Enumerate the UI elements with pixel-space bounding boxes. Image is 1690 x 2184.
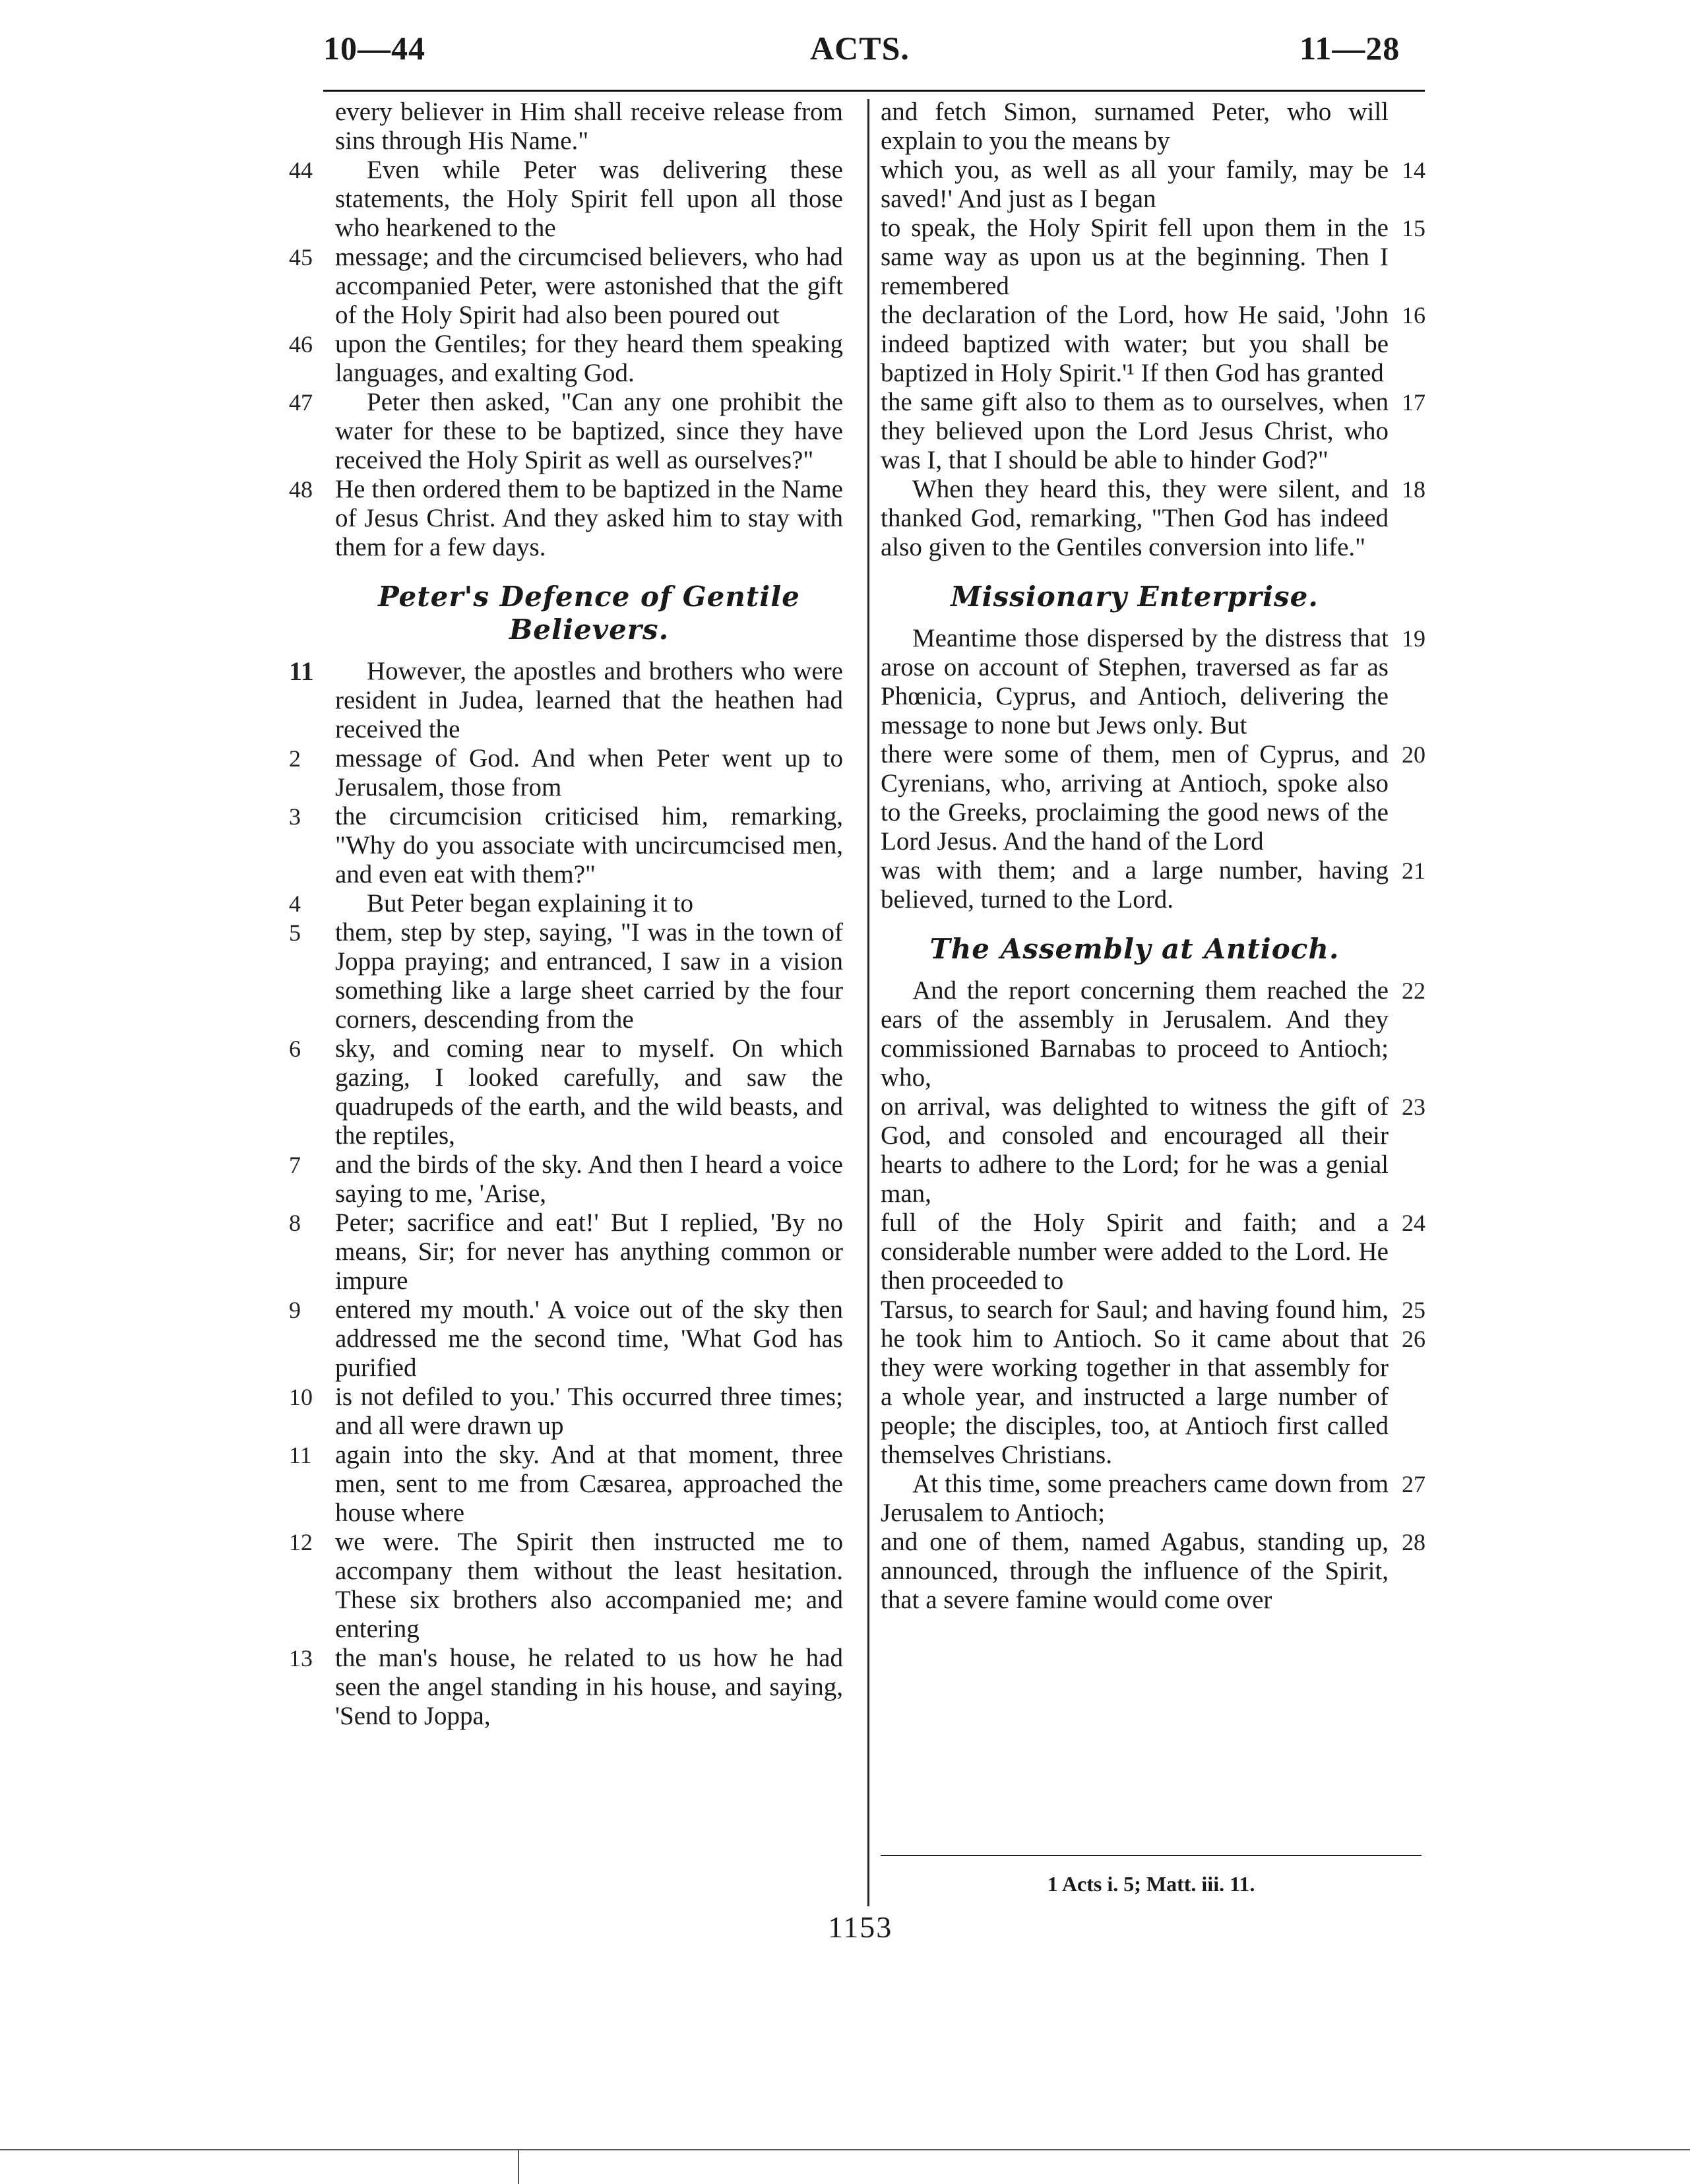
verse-number: 5	[289, 920, 301, 946]
verse-number: 14	[1402, 157, 1425, 183]
verse-number: 16	[1402, 302, 1425, 328]
verse-paragraph	[289, 156, 843, 243]
verse-paragraph	[289, 1295, 843, 1383]
verse-number: 9	[289, 1297, 301, 1323]
verse-text: And the report concerning them reached the ears of the assembly in Jerusalem. And they commissioned Barnabas to proceed to Antioch; who,	[881, 976, 1389, 1092]
verse-text: upon the Gentiles; for they heard them speaking languages, and exalting God.	[335, 330, 843, 387]
verse-text: full of the Holy Spirit and faith; and a considerable number were added to the Lord. He then proceeded to	[881, 1208, 1389, 1295]
verse-paragraph	[881, 976, 1425, 1092]
verse-text: He then ordered them to be baptized in the Name of Jesus Christ. And they asked him to stay with them for a few days.	[335, 475, 843, 561]
verse-number: 22	[1402, 978, 1425, 1004]
verse-text: every believer in Him shall receive release from sins through His Name."	[335, 98, 843, 155]
verse-number: 20	[1402, 741, 1425, 768]
verse-text: the circumcision criticised him, remarking, "Why do you associate with uncircumcised men, and even eat with them?"	[335, 802, 843, 889]
verse-text: But Peter began explaining it to	[367, 889, 693, 918]
verse-text: Even while Peter was delivering these statements, the Holy Spirit fell upon all those who hearkened to the	[335, 156, 843, 242]
verse-text: Meantime those dispersed by the distress that arose on account of Stephen, traversed as far as Phœnicia, Cyprus, and Antioch, delivering the message to none but Jews only. But	[881, 624, 1389, 739]
verse-paragraph	[881, 214, 1425, 301]
section-heading: Missionary Enterprise.	[951, 580, 1319, 613]
verse-number: 44	[289, 157, 313, 183]
verse-paragraph	[881, 856, 1425, 914]
scan-edge-rule	[0, 2149, 1690, 2150]
verse-number: 2	[289, 745, 301, 772]
verse-paragraph	[289, 656, 843, 744]
verse-number: 23	[1402, 1094, 1425, 1120]
verse-number: 45	[289, 244, 313, 270]
verse-text: Tarsus, to search for Saul; and having found him, he took him to Antioch. So it came about that they were working together in that assembly for a whole year, and instructed a large number of people; the disciples, too, at Antioch first called themselves Christians.	[881, 1295, 1389, 1469]
verse-number: 18	[1402, 476, 1425, 503]
verse-text: message; and the circumcised believers, who had accompanied Peter, were astonished that the gift of the Holy Spirit had also been poured out	[335, 243, 843, 329]
verse-paragraph	[881, 475, 1425, 562]
verse-paragraph	[289, 1034, 843, 1150]
verse-paragraph	[289, 889, 843, 918]
verse-paragraph	[289, 744, 843, 802]
scan-edge-tick	[518, 2150, 519, 2184]
verse-paragraph	[289, 918, 843, 1034]
verse-paragraph	[289, 330, 843, 388]
verse-text: was with them; and a large number, having believed, turned to the Lord.	[881, 856, 1389, 914]
header-book-title: ACTS.	[810, 30, 910, 67]
verse-paragraph	[289, 1150, 843, 1208]
left-column	[289, 98, 843, 1731]
verse-number: 3	[289, 803, 301, 830]
verse-paragraph	[881, 740, 1425, 856]
verse-text: we were. The Spirit then instructed me to accompany them without the least hesitation. These six brothers also accompanied me; and entering	[335, 1528, 843, 1643]
verse-number: 4	[289, 890, 301, 917]
verse-text: to speak, the Holy Spirit fell upon them in the same way as upon us at the beginning. Then I remembered	[881, 214, 1389, 300]
verse-number: 12	[289, 1529, 313, 1555]
verse-number: 48	[289, 476, 313, 503]
header-rule	[323, 90, 1425, 92]
verse-paragraph	[289, 1383, 843, 1441]
verse-text: the same gift also to them as to ourselves, when they believed upon the Lord Jesus Christ, who was I, that I should be able to hinder God?"	[881, 388, 1389, 474]
verse-paragraph	[881, 1208, 1425, 1295]
verse-paragraph	[881, 98, 1389, 156]
chapter-number: 11	[289, 656, 314, 686]
verse-number: 10	[289, 1384, 313, 1410]
page-number: 1153	[828, 1910, 893, 1944]
footnote-rule	[881, 1855, 1422, 1856]
verse-paragraph	[881, 1470, 1425, 1528]
verse-text: and the birds of the sky. And then I heard a voice saying to me, 'Arise,	[335, 1150, 843, 1208]
verse-number: 13	[289, 1645, 313, 1671]
verse-text: the declaration of the Lord, how He said, 'John indeed baptized with water; but you shall be baptized in Holy Spirit.'¹ If then God has granted	[881, 301, 1389, 387]
header-chapter-end: 11—28	[1299, 30, 1400, 67]
verse-paragraph	[881, 1528, 1425, 1615]
verse-paragraph	[881, 1295, 1425, 1470]
verse-text: sky, and coming near to myself. On which gazing, I looked carefully, and saw the quadrupeds of the earth, and the wild beasts, and the reptiles,	[335, 1034, 843, 1150]
verse-paragraph	[289, 1644, 843, 1731]
verse-number: 8	[289, 1210, 301, 1236]
verse-text: which you, as well as all your family, may be saved!' And just as I began	[881, 156, 1389, 213]
verse-text: and one of them, named Agabus, standing up, announced, through the influence of the Spirit, that a severe famine would come over	[881, 1528, 1389, 1614]
verse-number: 11	[289, 1442, 312, 1468]
verse-text: Peter then asked, "Can any one prohibit the water for these to be baptized, since they have received the Holy Spirit as well as ourselves?"	[335, 388, 843, 474]
verse-text: on arrival, was delighted to witness the gift of God, and consoled and encouraged all their hearts to adhere to the Lord; for he was a genial man,	[881, 1092, 1389, 1208]
verse-paragraph	[289, 475, 843, 562]
verse-text: message of God. And when Peter went up to Jerusalem, those from	[335, 744, 843, 801]
section-heading: Peter's Defence of Gentile Believers.	[378, 580, 800, 646]
verse-text: again into the sky. And at that moment, three men, sent to me from Cæsarea, approached the house where	[335, 1441, 843, 1527]
verse-text: and fetch Simon, surnamed Peter, who will explain to you the means by	[881, 98, 1389, 155]
column-divider	[867, 99, 869, 1906]
verse-number: 28	[1402, 1529, 1425, 1555]
verse-number: 47	[289, 389, 313, 416]
verse-text: is not defiled to you.' This occurred three times; and all were drawn up	[335, 1383, 843, 1440]
verse-paragraph	[289, 388, 843, 475]
verse-text: However, the apostles and brothers who were resident in Judea, learned that the heathen had received the	[335, 657, 843, 743]
right-column	[881, 98, 1425, 1615]
verse-number: 7	[289, 1152, 301, 1178]
verse-number: 27	[1402, 1471, 1425, 1497]
verse-number: 25 26	[1402, 1297, 1425, 1352]
verse-number: 6	[289, 1036, 301, 1062]
verse-number: 21	[1402, 858, 1425, 884]
verse-paragraph	[881, 624, 1425, 740]
verse-text: the man's house, he related to us how he had seen the angel standing in his house, and saying, 'Send to Joppa,	[335, 1644, 843, 1730]
verse-paragraph	[335, 98, 843, 156]
verse-paragraph	[289, 802, 843, 889]
verse-paragraph	[881, 301, 1425, 388]
verse-paragraph	[881, 1092, 1425, 1208]
verse-text: there were some of them, men of Cyprus, and Cyrenians, who, arriving at Antioch, spoke also to the Greeks, proclaiming the good news of the Lord Jesus. And the hand of the Lord	[881, 740, 1389, 856]
verse-number: 15	[1402, 215, 1425, 241]
verse-paragraph	[289, 1208, 843, 1295]
verse-text: When they heard this, they were silent, and thanked God, remarking, "Then God has indeed also given to the Gentiles conversion into life."	[881, 475, 1389, 561]
verse-paragraph	[289, 1528, 843, 1644]
verse-paragraph	[289, 243, 843, 330]
verse-number: 19	[1402, 625, 1425, 652]
verse-text: Peter; sacrifice and eat!' But I replied, 'By no means, Sir; for never has anything common or impure	[335, 1208, 843, 1295]
verse-paragraph	[881, 388, 1425, 475]
verse-number: 24	[1402, 1210, 1425, 1236]
verse-number: 46	[289, 331, 313, 358]
verse-paragraph	[881, 156, 1425, 214]
section-heading: The Assembly at Antioch.	[929, 933, 1340, 965]
header-chapter-start: 10—44	[323, 30, 425, 67]
verse-number: 17	[1402, 389, 1425, 416]
verse-text: entered my mouth.' A voice out of the sky then addressed me the second time, 'What God has purified	[335, 1295, 843, 1382]
verse-paragraph	[289, 1441, 843, 1528]
verse-text: them, step by step, saying, "I was in the town of Joppa praying; and entranced, I saw in a vision something like a large sheet carried by the four corners, descending from the	[335, 918, 843, 1034]
footnote: 1 Acts i. 5; Matt. iii. 11.	[1047, 1872, 1255, 1896]
verse-text: At this time, some preachers came down from Jerusalem to Antioch;	[881, 1470, 1389, 1527]
